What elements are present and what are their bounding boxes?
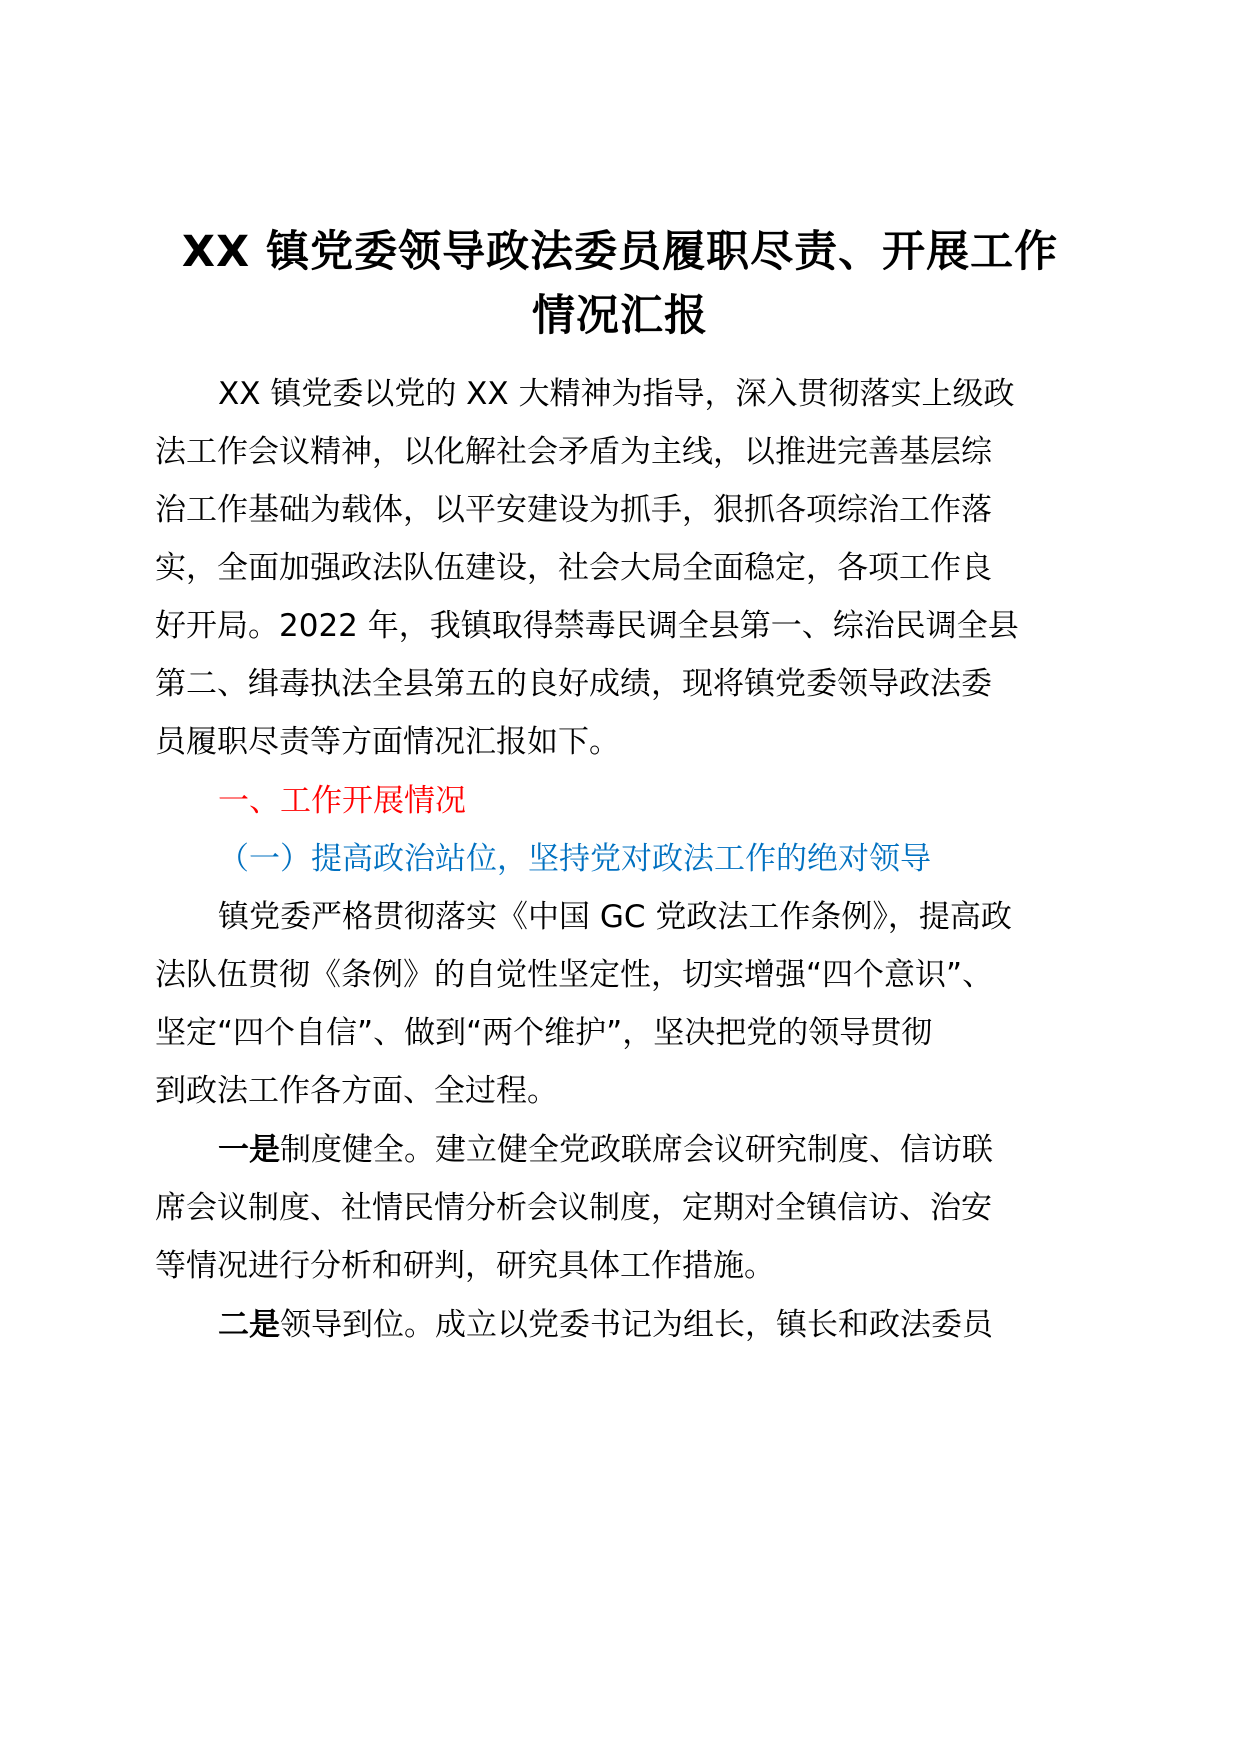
paragraph-line: 员履职尽责等方面情况汇报如下。 xyxy=(155,724,620,760)
section-heading: 一、工作开展情况 xyxy=(218,783,466,819)
subsection-heading: （一）提高政治站位，坚持党对政法工作的绝对领导 xyxy=(218,841,931,877)
paragraph-line: 到政法工作各方面、全过程。 xyxy=(155,1073,558,1109)
item-one-line xyxy=(218,1128,993,1172)
paragraph-line: 法队伍贯彻《条例》的自觉性坚定性，切实增强“四个意识”、 xyxy=(155,957,994,993)
paragraph-line: XX 镇党委以党的 XX 大精神为指导，深入贯彻落实上级政 xyxy=(218,376,1015,412)
title-line-1: XX 镇党委领导政法委员履职尽责、开展工作 xyxy=(181,227,1059,277)
paragraph-line: 席会议制度、社情民情分析会议制度，定期对全镇信访、治安 xyxy=(155,1190,992,1226)
paragraph-line: 好开局。2022 年，我镇取得禁毒民调全县第一、综治民调全县 xyxy=(155,608,1019,644)
paragraph-line: 等情况进行分析和研判，研究具体工作措施。 xyxy=(155,1248,775,1284)
paragraph-line: 镇党委严格贯彻落实《中国 GC 党政法工作条例》，提高政 xyxy=(218,899,1012,935)
paragraph-line: 法工作会议精神，以化解社会矛盾为主线，以推进完善基层综 xyxy=(155,434,992,470)
item-two-text: 领导到位。成立以党委书记为组长，镇长和政法委员 xyxy=(280,1307,993,1343)
paragraph-line: 坚定“四个自信”、做到“两个维护”，坚决把党的领导贯彻 xyxy=(155,1015,933,1051)
paragraph-line: 第二、缉毒执法全县第五的良好成绩，现将镇党委领导政法委 xyxy=(155,666,992,702)
item-one-text: 制度健全。建立健全党政联席会议研究制度、信访联 xyxy=(280,1132,993,1168)
item-one-lead: 一是 xyxy=(218,1132,280,1168)
document-title xyxy=(150,220,1090,348)
item-two-lead: 二是 xyxy=(218,1307,280,1343)
paragraph-line: 治工作基础为载体，以平安建设为抓手，狠抓各项综治工作落 xyxy=(155,492,992,528)
title-line-2: 情况汇报 xyxy=(532,291,708,341)
paragraph-line: 实，全面加强政法队伍建设，社会大局全面稳定，各项工作良 xyxy=(155,550,992,586)
item-two-line xyxy=(218,1303,993,1347)
